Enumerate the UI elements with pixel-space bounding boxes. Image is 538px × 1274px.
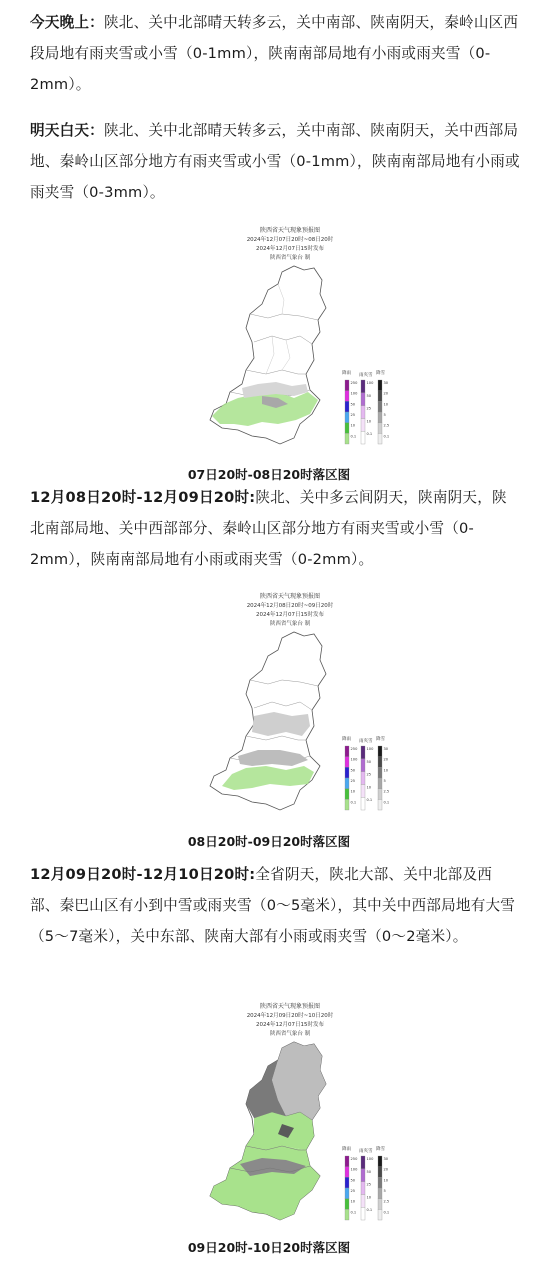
rain-legend-tick: 100 — [350, 391, 358, 396]
sleet-legend-swatch — [361, 759, 365, 772]
sleet-legend-tick: 100 — [366, 1157, 374, 1161]
forecast-lead: 12月08日20时-12月09日20时: — [30, 489, 256, 506]
sleet-legend-tick: 50 — [366, 393, 372, 398]
forecast-text: 陕北、关中北部晴天转多云，关中南部、陕南阴天，关中西部局地、秦岭山区部分地方有雨夹雪或小雪（0-1mm），陕南南部局地有小雨或雨夹雪（0-3mm）。 — [30, 122, 520, 201]
rain-legend-tick: 25 — [350, 413, 356, 417]
forecast-tomorrow-day — [30, 115, 520, 208]
snow-legend-swatch — [378, 401, 382, 412]
precip-legend — [342, 735, 389, 810]
rain-legend-tick: 50 — [350, 402, 356, 407]
sleet-legend-swatch — [361, 1207, 365, 1220]
map-agency: 陕西省气象台 制 — [269, 255, 311, 261]
snow-legend-tick: 10 — [383, 768, 389, 773]
forecast-dec08 — [30, 482, 520, 575]
snow-legend-swatch — [378, 789, 382, 800]
svg-text:雨夹雪: 雨夹雪 — [359, 739, 373, 744]
sleet-legend-tick: 10 — [366, 419, 372, 424]
rain-legend-tick: 0.1 — [350, 800, 357, 805]
snow-legend-tick: 10 — [383, 1178, 389, 1183]
svg-text:雨夹雪: 雨夹雪 — [359, 1149, 373, 1154]
snow-legend-swatch — [378, 757, 382, 768]
rain-legend-swatch — [345, 757, 349, 768]
forecast-dec09 — [30, 859, 520, 952]
map-period: 2024年12月09日20时~10日20时 — [246, 1013, 334, 1019]
precip-legend — [342, 369, 389, 444]
rain-legend-tick: 25 — [350, 1189, 356, 1193]
map-title: 陕西省天气现象预报图 — [259, 593, 321, 600]
svg-text:雨夹雪: 雨夹雪 — [359, 373, 373, 378]
snow-legend-tick: 20 — [383, 1167, 389, 1172]
snow-legend-swatch — [378, 391, 382, 402]
rain-legend-swatch — [345, 1199, 349, 1210]
sleet-legend-tick: 10 — [366, 1195, 372, 1200]
snow-legend-swatch — [378, 778, 382, 789]
map-title: 陕西省天气现象预报图 — [259, 227, 321, 234]
svg-text:降雪: 降雪 — [376, 737, 385, 742]
map-title: 陕西省天气现象预报图 — [259, 1003, 321, 1010]
snow-legend-swatch — [378, 1188, 382, 1199]
snow-legend-tick: 2.5 — [383, 423, 390, 428]
sleet-legend-tick: 25 — [366, 1182, 372, 1187]
snow-legend-swatch — [378, 1167, 382, 1178]
snow-legend-tick: 30 — [383, 747, 389, 751]
forecast-map — [182, 1000, 402, 1232]
rain-legend-tick: 100 — [350, 757, 358, 762]
snow-legend-tick: 20 — [383, 391, 389, 396]
forecast-text: 陕北、关中多云间阴天，陕南阴天，陕北南部局地、关中西部部分、秦岭山区部分地方有雨夹雪或小雪（0-2mm），陕南南部局地有小雨或雨夹雪（0-2mm）。 — [30, 489, 507, 568]
snow-legend-tick: 30 — [383, 1157, 389, 1161]
rain-legend-tick: 25 — [350, 779, 356, 783]
rain-legend-swatch — [345, 401, 349, 412]
sleet-legend-tick: 100 — [366, 381, 374, 385]
forecast-text: 陕北、关中北部晴天转多云，关中南部、陕南阴天，秦岭山区西段局地有雨夹雪或小雪（0-1mm），陕南南部局地有小雨或雨夹雪（0-2mm）。 — [30, 14, 519, 93]
sleet-legend-swatch — [361, 772, 365, 785]
sleet-legend-tick: 0.1 — [366, 1208, 373, 1213]
snow-legend-tick: 2.5 — [383, 789, 390, 794]
rain-legend-swatch — [345, 423, 349, 434]
snow-legend-swatch — [378, 380, 382, 391]
rain-legend-tick: 10 — [350, 423, 356, 428]
forecast-lead: 12月09日20时-12月10日20时: — [30, 866, 256, 883]
rain-legend-swatch — [345, 1188, 349, 1199]
map-agency: 陕西省气象台 制 — [269, 1031, 311, 1037]
sleet-legend-swatch — [361, 418, 365, 431]
sleet-legend-swatch — [361, 1182, 365, 1195]
snow-legend-swatch — [378, 746, 382, 757]
sleet-legend-swatch — [361, 1156, 365, 1169]
sleet-legend-swatch — [361, 406, 365, 419]
forecast-text: 全省阴天，陕北大部、关中北部及西部、秦巴山区有小到中雪或雨夹雪（0～5毫米），其中关中西部局地有大雪（5～7毫米），关中东部、陕南大部有小雨或雨夹雪（0～2毫米）。 — [30, 866, 516, 945]
rain-legend-swatch — [345, 1209, 349, 1220]
rain-legend-tick: 10 — [350, 789, 356, 794]
snow-legend-swatch — [378, 433, 382, 444]
forecast-lead: 今天晚上： — [30, 14, 104, 31]
sleet-legend-tick: 25 — [366, 772, 372, 777]
rain-legend-swatch — [345, 1156, 349, 1167]
sleet-legend-swatch — [361, 380, 365, 393]
sleet-legend-tick: 100 — [366, 747, 374, 751]
snow-legend-swatch — [378, 1156, 382, 1167]
sleet-legend-tick: 0.1 — [366, 798, 373, 803]
map-agency: 陕西省气象台 制 — [269, 621, 311, 627]
rain-legend-tick: 50 — [350, 1178, 356, 1183]
map-issued: 2024年12月07日15时发布 — [256, 246, 324, 252]
rain-legend-tick: 250 — [350, 381, 358, 385]
forecast-tonight — [30, 7, 520, 100]
rain-legend-tick: 250 — [350, 1157, 358, 1161]
rain-legend-swatch — [345, 746, 349, 757]
snow-legend-tick: 5 — [383, 779, 386, 783]
rain-legend-swatch — [345, 799, 349, 810]
snow-legend-tick: 0.1 — [383, 800, 390, 805]
rain-legend-swatch — [345, 380, 349, 391]
snow-legend-tick: 10 — [383, 402, 389, 407]
snow-legend-tick: 5 — [383, 1189, 386, 1193]
rain-legend-tick: 250 — [350, 747, 358, 751]
rain-legend-swatch — [345, 391, 349, 402]
snow-legend-tick: 30 — [383, 381, 389, 385]
rain-legend-swatch — [345, 412, 349, 423]
sleet-legend-tick: 50 — [366, 759, 372, 764]
snow-legend-swatch — [378, 1209, 382, 1220]
rain-legend-tick: 10 — [350, 1199, 356, 1204]
snow-legend-tick: 0.1 — [383, 434, 390, 439]
snow-legend-tick: 5 — [383, 413, 386, 417]
map-caption: 09日20时-10日20时落区图 — [187, 1240, 351, 1255]
map-caption: 07日20时-08日20时落区图 — [187, 467, 351, 482]
snow-legend-swatch — [378, 799, 382, 810]
snow-area — [252, 712, 310, 736]
sleet-legend-swatch — [361, 1169, 365, 1182]
rain-legend-swatch — [345, 767, 349, 778]
snow-legend-tick: 2.5 — [383, 1199, 390, 1204]
snow-legend-tick: 20 — [383, 757, 389, 762]
rain-legend-swatch — [345, 1177, 349, 1188]
map-caption: 08日20时-09日20时落区图 — [187, 834, 351, 849]
sleet-legend-tick: 0.1 — [366, 432, 373, 437]
sleet-legend-swatch — [361, 797, 365, 810]
precip-legend — [342, 1145, 389, 1220]
map-period: 2024年12月07日20时~08日20时 — [246, 237, 334, 243]
rain-area — [210, 1146, 320, 1220]
sleet-legend-swatch — [361, 431, 365, 444]
snow-legend-swatch — [378, 767, 382, 778]
snow-legend-tick: 0.1 — [383, 1210, 390, 1215]
sleet-legend-swatch — [361, 393, 365, 406]
sleet-legend-swatch — [361, 746, 365, 759]
sleet-legend-swatch — [361, 1194, 365, 1207]
snow-legend-swatch — [378, 423, 382, 434]
snow-legend-swatch — [378, 1177, 382, 1188]
svg-text:降雨: 降雨 — [342, 737, 351, 742]
rain-legend-swatch — [345, 778, 349, 789]
snow-legend-swatch — [378, 412, 382, 423]
forecast-map — [182, 224, 402, 456]
sleet-legend-tick: 25 — [366, 406, 372, 411]
snow-legend-swatch — [378, 1199, 382, 1210]
sleet-legend-tick: 10 — [366, 785, 372, 790]
svg-text:降雨: 降雨 — [342, 1147, 351, 1152]
sleet-legend-tick: 50 — [366, 1169, 372, 1174]
forecast-map — [182, 590, 402, 822]
rain-legend-tick: 0.1 — [350, 1210, 357, 1215]
rain-legend-swatch — [345, 433, 349, 444]
map-period: 2024年12月08日20时~09日20时 — [246, 603, 334, 609]
rain-legend-tick: 100 — [350, 1167, 358, 1172]
svg-text:降雨: 降雨 — [342, 371, 351, 376]
svg-text:降雪: 降雪 — [376, 1147, 385, 1152]
sleet-legend-swatch — [361, 784, 365, 797]
forecast-lead: 明天白天： — [30, 122, 104, 139]
rain-legend-tick: 0.1 — [350, 434, 357, 439]
rain-legend-swatch — [345, 1167, 349, 1178]
svg-text:降雪: 降雪 — [376, 371, 385, 376]
map-issued: 2024年12月07日15时发布 — [256, 612, 324, 618]
map-issued: 2024年12月07日15时发布 — [256, 1022, 324, 1028]
rain-legend-tick: 50 — [350, 768, 356, 773]
rain-legend-swatch — [345, 789, 349, 800]
